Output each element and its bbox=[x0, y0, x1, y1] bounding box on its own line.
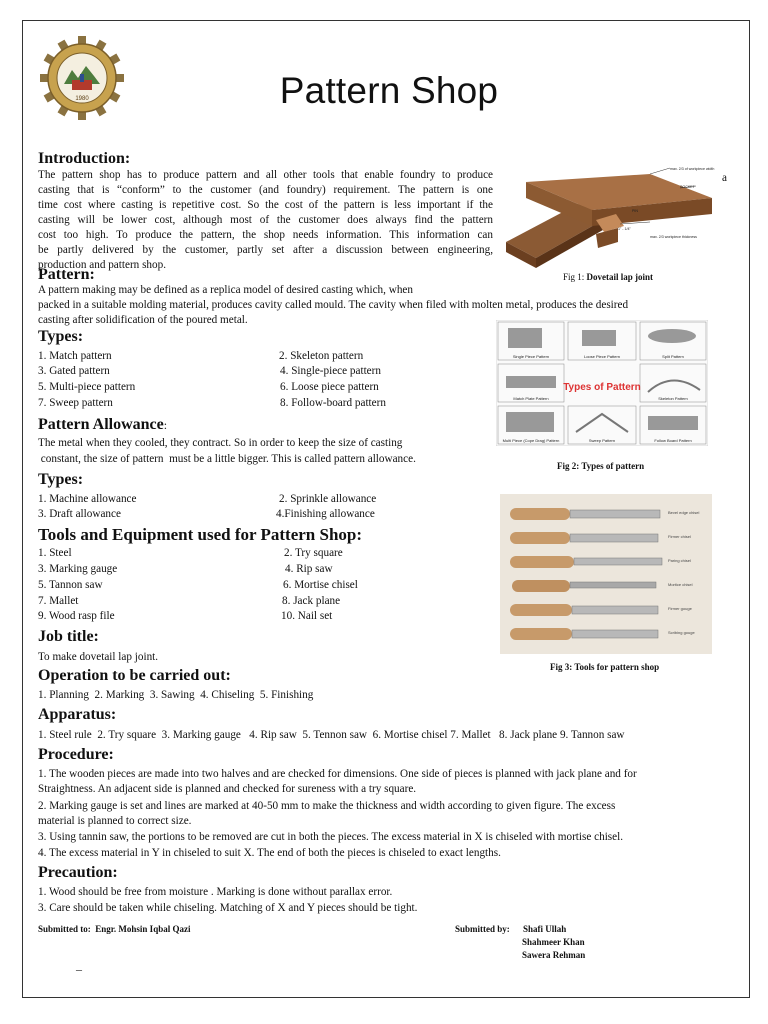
allowance-type-item: 1. Machine allowance bbox=[38, 493, 137, 505]
tool-item: 6. Mortise chisel bbox=[283, 579, 358, 591]
fig1-label: 1" - 1/4" bbox=[618, 227, 631, 231]
pattern-type-item: 7. Sweep pattern bbox=[38, 397, 113, 409]
procedure-line: 2. Marking gauge is set and lines are marked at 40-50 mm to make the thickness and width according to given figure. The excess bbox=[38, 800, 616, 812]
submitted-by-label: Submitted by: bbox=[455, 924, 510, 934]
tool-item: 7. Mallet bbox=[38, 595, 79, 607]
tool-label: Firmer gouge bbox=[668, 606, 692, 611]
pattern-line: A pattern making may be defined as a replica model of desired casting which, when bbox=[38, 284, 413, 296]
fig3-caption: Fig 3: Tools for pattern shop bbox=[550, 662, 660, 672]
submitter-name: Shafi Ullah bbox=[523, 924, 567, 934]
introduction-line: be partly delivered by the customer, partly set after a discussion between engineering, bbox=[38, 244, 493, 256]
pattern-type-item: 2. Skeleton pattern bbox=[279, 350, 364, 362]
submitter-name: Sawera Rehman bbox=[522, 950, 586, 960]
pattern-type-label: Split Pattern bbox=[662, 354, 684, 359]
tools-figure bbox=[500, 494, 712, 654]
tool-label: Mortice chisel bbox=[668, 582, 693, 587]
types-heading: Types: bbox=[38, 328, 84, 345]
procedure-line: 3. Using tannin saw, the portions to be removed are cut in both the pieces. The excess material in X is chiseled with mortise chisel. bbox=[38, 831, 624, 843]
submitted-to: Submitted to: Engr. Mohsin Iqbal Qazi bbox=[38, 924, 191, 934]
fig2-center-title: Types of Pattern bbox=[563, 382, 641, 393]
pattern-type-item: 3. Gated pattern bbox=[38, 365, 110, 377]
job-title-heading: Job title: bbox=[38, 628, 99, 645]
pattern-allowance-heading: Pattern Allowance: bbox=[38, 416, 168, 433]
fig1-label: PIN bbox=[632, 209, 638, 213]
tool-item: 5. Tannon saw bbox=[38, 579, 103, 591]
tool-item: 1. Steel bbox=[38, 547, 72, 559]
introduction-line: production and pattern shop. bbox=[38, 259, 167, 271]
precaution-line: 3. Care should be taken while chiseling. Matching of X and Y pieces should be tight. bbox=[38, 902, 418, 914]
introduction-line: time cost where casting is repetitive cost. So the cost of the pattern is less important if the bbox=[38, 199, 493, 211]
pattern-line: packed in a suitable molding material, produces cavity called mould. The cavity when filed with molten metal, produces the desired bbox=[38, 299, 629, 311]
precaution-heading: Precaution: bbox=[38, 864, 118, 881]
procedure-line: Straightness. An adjacent side is planned and checked for sureness with a try square. bbox=[38, 783, 417, 795]
pattern-type-item: 8. Follow-board pattern bbox=[280, 397, 386, 409]
introduction-line: casting that is “conform” to the customer (and foundry) requirement. The pattern is one bbox=[38, 184, 493, 196]
fig1-label: max. 2/3 of workpiece width bbox=[670, 167, 715, 171]
pattern-type-label: Single Piece Pattern bbox=[512, 354, 550, 359]
tool-item: 9. Wood rasp file bbox=[38, 610, 115, 622]
tools-heading: Tools and Equipment used for Pattern Shop: bbox=[38, 525, 363, 544]
pattern-type-label: Follow Board Pattern bbox=[654, 438, 692, 443]
allowance-line: The metal when they cooled, they contract. So in order to keep the size of casting bbox=[38, 437, 403, 449]
tool-label: Bevel edge chisel bbox=[668, 510, 700, 515]
tool-item: 10. Nail set bbox=[281, 610, 333, 622]
procedure-line: 1. The wooden pieces are made into two halves and are checked for dimensions. One side of pieces is planned with jack plane and for bbox=[38, 768, 637, 780]
precaution-line: 1. Wood should be free from moisture . Marking is done without parallax error. bbox=[38, 886, 393, 898]
operation-heading: Operation to be carried out: bbox=[38, 667, 231, 684]
allowance-type-item: 2. Sprinkle allowance bbox=[279, 493, 377, 505]
types-of-pattern-figure bbox=[496, 320, 708, 446]
pattern-type-label: Multi Piece (Cope Drag) Pattern bbox=[502, 438, 560, 443]
tool-item: 8. Jack plane bbox=[282, 595, 341, 607]
introduction-line: casting will be lower cost, although most of the customer does always find the pattern bbox=[38, 214, 493, 226]
allowance-type-item: 3. Draft allowance bbox=[38, 508, 121, 520]
procedure-heading: Procedure: bbox=[38, 746, 114, 763]
fig1-label: max. 2/3 workpiece thickness bbox=[650, 235, 697, 239]
pattern-heading: Pattern: bbox=[38, 266, 95, 283]
pattern-type-label: Loose Piece Pattern bbox=[583, 354, 621, 359]
submitter-name: Shahmeer Khan bbox=[522, 937, 585, 947]
tool-label: Firmer chisel bbox=[668, 534, 691, 539]
footer-dash: – bbox=[76, 962, 82, 976]
page-title: Pattern Shop bbox=[279, 70, 499, 111]
pattern-type-label: Sweep Pattern bbox=[588, 438, 616, 443]
operation-text: 1. Planning 2. Marking 3. Sawing 4. Chiseling 5. Finishing bbox=[38, 689, 314, 701]
pattern-type-label: Skeleton Pattern bbox=[658, 396, 688, 401]
introduction-line: The pattern shop has to produce pattern and all other tools that enable foundry to produce bbox=[38, 169, 493, 181]
fig2-caption: Fig 2: Types of pattern bbox=[557, 461, 645, 471]
job-title-text: To make dovetail lap joint. bbox=[38, 651, 159, 663]
pattern-type-label: Match Plate Pattern bbox=[513, 396, 549, 401]
introduction-heading: Introduction: bbox=[38, 150, 131, 167]
apparatus-text: 1. Steel rule 2. Try square 3. Marking gauge 4. Rip saw 5. Tennon saw 6. Mortise chisel 7. Mallet 8. Jack plane 9. Tannon saw bbox=[38, 729, 625, 741]
fig1-label: SOCKET bbox=[680, 185, 695, 189]
procedure-line: material is planned to correct size. bbox=[38, 815, 192, 827]
pattern-line: casting after solidification of the poured metal. bbox=[38, 314, 248, 326]
tool-label: Paring chisel bbox=[668, 558, 691, 563]
allowance-types-heading: Types: bbox=[38, 471, 84, 488]
tool-item: 3. Marking gauge bbox=[38, 563, 118, 575]
pattern-type-item: 4. Single-piece pattern bbox=[280, 365, 381, 377]
svg-text:1980: 1980 bbox=[75, 96, 89, 102]
pattern-type-item: 6. Loose piece pattern bbox=[280, 381, 379, 393]
tool-label: Scribing gouge bbox=[668, 630, 695, 635]
dovetail-joint-figure bbox=[500, 164, 718, 268]
fig1-caption: Fig 1: Dovetail lap joint bbox=[563, 272, 654, 282]
pattern-type-item: 1. Match pattern bbox=[38, 350, 112, 362]
apparatus-heading: Apparatus: bbox=[38, 706, 117, 723]
pattern-type-item: 5. Multi-piece pattern bbox=[38, 381, 136, 393]
introduction-line: cost too high. To produce the pattern, the shop needs information. This information can bbox=[38, 229, 493, 241]
stray-character: a bbox=[722, 172, 727, 184]
allowance-type-item: 4.Finishing allowance bbox=[276, 508, 375, 520]
tool-item: 4. Rip saw bbox=[285, 563, 333, 575]
allowance-line: constant, the size of pattern must be a little bigger. This is called pattern allowance. bbox=[38, 453, 416, 465]
tool-item: 2. Try square bbox=[284, 547, 343, 559]
procedure-line: 4. The excess material in Y in chiseled to suit X. The end of both the pieces is chiseled to exact lengths. bbox=[38, 847, 501, 859]
